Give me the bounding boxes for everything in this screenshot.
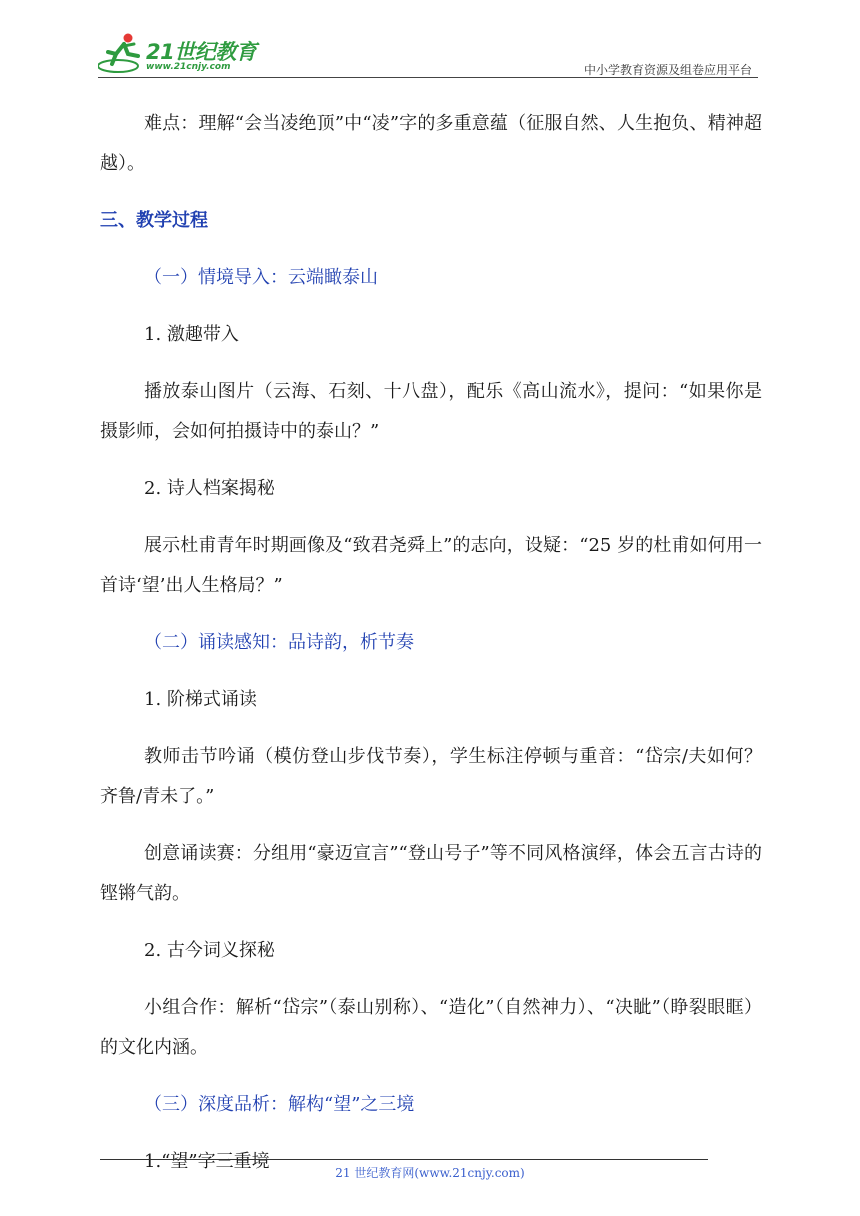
paragraph: 小组合作：解析“岱宗”（泰山别称）、“造化”（自然神力）、“决眦”（睁裂眼眶）的文化内涵。: [100, 997, 762, 1058]
header-divider: [98, 77, 758, 78]
page-header: [98, 30, 758, 80]
paragraph: 播放泰山图片（云海、石刻、十八盘），配乐《高山流水》，提问：“如果你是摄影师，会如何拍摄诗中的泰山？”: [100, 381, 762, 442]
subsection-heading: （一）情境导入：云端瞰泰山: [144, 267, 378, 288]
paragraph: 难点：理解“会当凌绝顶”中“凌”字的多重意蕴（征服自然、人生抱负、精神超越）。: [100, 113, 762, 174]
platform-tagline: 中小学教育资源及组卷应用平台: [583, 63, 752, 77]
document-body: [100, 104, 762, 1199]
site-logo[interactable]: [98, 30, 268, 76]
paragraph: 1. 激趣带入: [144, 324, 239, 345]
paragraph: 2. 古今词义探秘: [144, 940, 275, 961]
paragraph: 创意诵读赛：分组用“豪迈宣言”“登山号子”等不同风格演绎，体会五言古诗的铿锵气韵。: [100, 843, 762, 904]
subsection-heading: （二）诵读感知：品诗韵，析节奏: [144, 632, 414, 653]
footer-divider: [100, 1159, 708, 1160]
runner-logo-icon: [98, 30, 148, 76]
subsection-heading: （三）深度品析：解构“望”之三境: [144, 1094, 415, 1115]
paragraph: 教师击节吟诵（模仿登山步伐节奏），学生标注停顿与重音：“岱宗/夫如何？齐鲁/青未了。”: [100, 746, 762, 807]
paragraph: 2. 诗人档案揭秘: [144, 478, 275, 499]
paragraph: 1.“望”字三重境: [144, 1151, 270, 1172]
paragraph: 1. 阶梯式诵读: [144, 689, 257, 710]
logo-url-text: www.21cnjy.com: [146, 62, 231, 72]
section-heading: 三、教学过程: [100, 210, 208, 231]
footer-link[interactable]: 21 世纪教育网(www.21cnjy.com): [335, 1166, 525, 1180]
logo-text: 21世纪教育: [146, 40, 257, 64]
paragraph: 展示杜甫青年时期画像及“致君尧舜上”的志向，设疑：“25 岁的杜甫如何用一首诗‘望’出人生格局？”: [100, 535, 762, 596]
